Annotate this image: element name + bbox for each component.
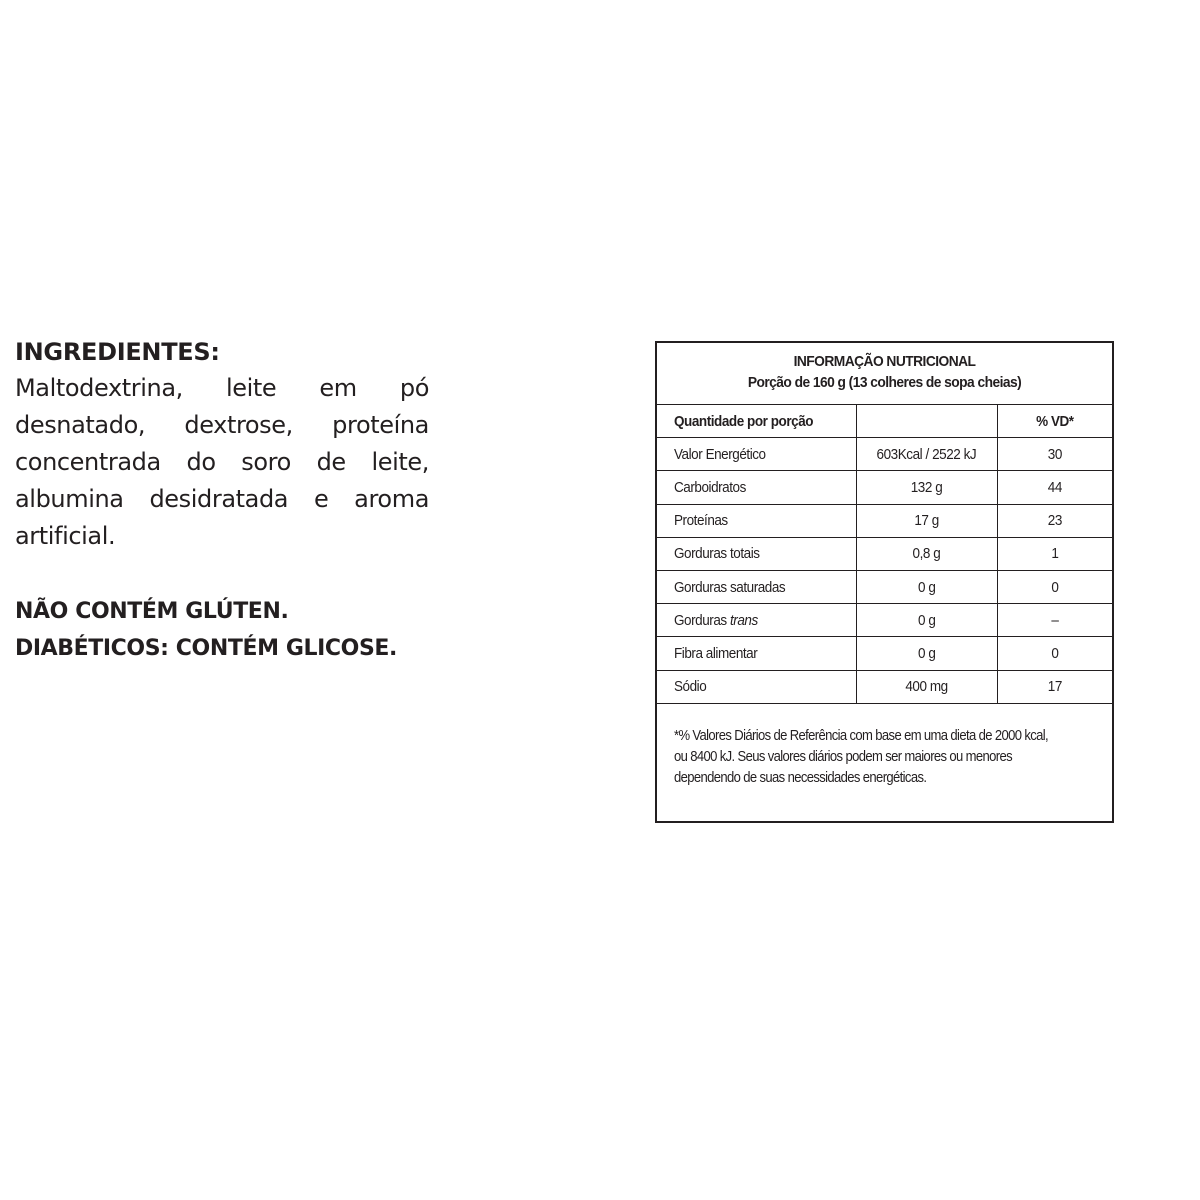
ingredients-section [15,336,429,555]
nutrient-vd: – [997,604,1112,637]
nutrient-amount: 0,8 g [856,537,997,570]
footnote-line: *% Valores Diários de Referência com base em uma dieta de 2000 kcal, [674,727,1049,744]
nutrient-amount: 17 g [856,504,997,537]
nutrient-name-main: Gorduras [674,611,727,629]
nutrient-amount: 603Kcal / 2522 kJ [856,438,997,471]
nutrient-name-trans: trans [729,611,758,629]
nutrition-footnote [657,704,1112,789]
nutrition-portion: Porção de 160 g (13 colheres de sopa cheias) [747,374,1022,391]
nutrition-row [657,438,1112,471]
nutrient-amount: 132 g [856,471,997,504]
nutrient-name: Carboidratos [657,471,856,504]
nutrient-name: Gorduras totais [657,537,856,570]
nutrition-row [657,670,1112,703]
nutrition-facts-table [655,341,1114,823]
nutrition-row [657,537,1112,570]
ingredients-title: INGREDIENTES: [15,338,220,366]
header-quantity: Quantidade por porção [657,405,856,438]
header-amount [856,405,997,438]
ingredients-text: Maltodextrina, leite em pó desnatado, dextrose, proteína concentrada do soro de leite, albumina desidratada e aroma artificial. [15,374,429,550]
gluten-warning: NÃO CONTÉM GLÚTEN. [15,599,289,624]
warnings-section [15,593,535,667]
nutrition-row [657,504,1112,537]
nutrition-row [657,471,1112,504]
nutrient-name: Fibra alimentar [657,637,856,670]
nutrient-name: Proteínas [657,504,856,537]
nutrient-vd: 44 [997,471,1112,504]
nutrition-column-headers [657,405,1112,438]
footnote-line: ou 8400 kJ. Seus valores diários podem ser maiores ou menores [674,748,1013,765]
nutrition-row [657,637,1112,670]
nutrition-row [657,604,1112,637]
nutrient-vd: 23 [997,504,1112,537]
nutrient-amount: 400 mg [856,670,997,703]
header-vd: % VD* [997,405,1112,438]
nutrient-name: Gorduras saturadas [657,570,856,603]
nutrition-grid [657,405,1112,704]
diabetes-warning: DIABÉTICOS: CONTÉM GLICOSE. [15,636,397,661]
nutrient-amount: 0 g [856,604,997,637]
nutrition-header [657,343,1112,405]
nutrition-row [657,570,1112,603]
nutrient-amount: 0 g [856,570,997,603]
nutrient-name [657,604,856,637]
nutrient-vd: 30 [997,438,1112,471]
nutrient-name: Valor Energético [657,438,856,471]
nutrient-vd: 1 [997,537,1112,570]
nutrient-vd: 0 [997,637,1112,670]
nutrient-name: Sódio [657,670,856,703]
nutrient-vd: 17 [997,670,1112,703]
nutrition-title: INFORMAÇÃO NUTRICIONAL [793,353,976,370]
nutrient-amount: 0 g [856,637,997,670]
footnote-line: dependendo de suas necessidades energéticas. [674,769,927,786]
nutrient-vd: 0 [997,570,1112,603]
